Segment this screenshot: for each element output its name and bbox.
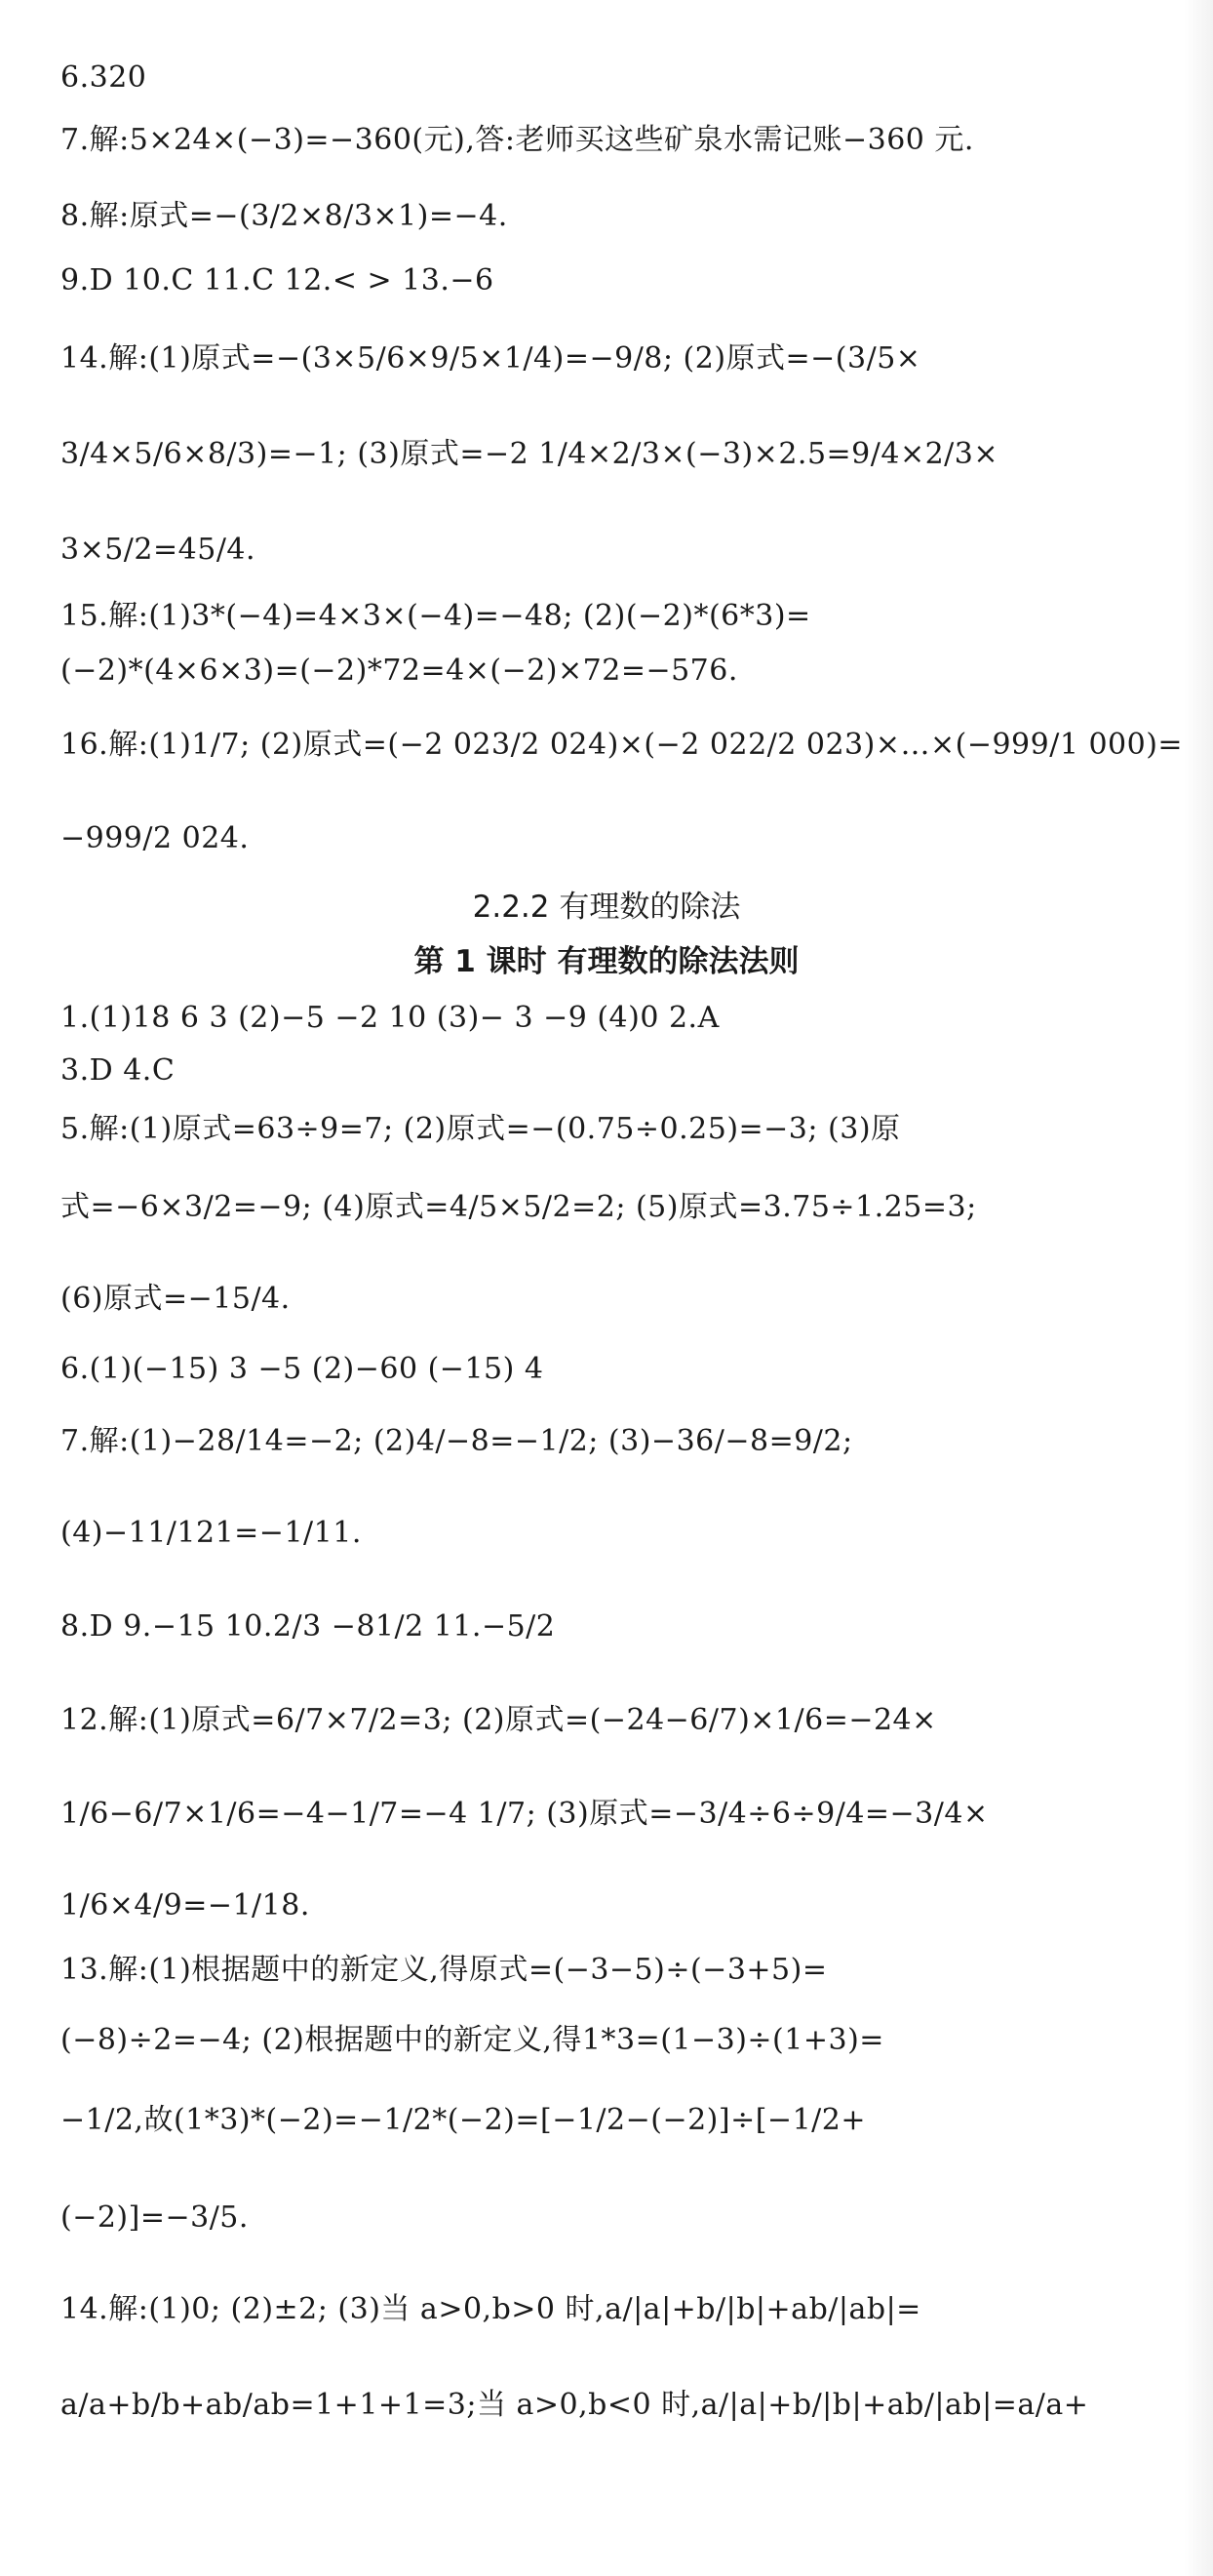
answer-line: (−2)]=−3/5. [60,2200,249,2235]
answer-line: a/a+b/b+ab/ab=1+1+1=3;当 a>0,b<0 时,a/|a|+b/|b|+ab/|ab|=a/a+ [60,2388,1089,2422]
answer-line: 5.解:(1)原式=63÷9=7; (2)原式=−(0.75÷0.25)=−3; (3)原 [60,1112,901,1146]
answer-line: (4)−11/121=−1/11. [60,1516,362,1550]
answer-line: 3/4×5/6×8/3)=−1; (3)原式=−2 1/4×2/3×(−3)×2.5=9/4×2/3× [60,437,999,471]
answer-line: 6.(1)(−15) 3 −5 (2)−60 (−15) 4 [60,1352,544,1386]
page-edge-shadow [1184,0,1213,2576]
answer-line: 9.D 10.C 11.C 12.< > 13.−6 [60,263,494,297]
answer-line: −999/2 024. [60,821,250,855]
answer-line: 3×5/2=45/4. [60,533,256,567]
answer-line: (6)原式=−15/4. [60,1282,291,1316]
answer-line: (−8)÷2=−4; (2)根据题中的新定义,得1*3=(1−3)÷(1+3)= [60,2023,884,2057]
answer-line: 14.解:(1)原式=−(3×5/6×9/5×1/4)=−9/8; (2)原式=−(3/5× [60,341,921,376]
answer-line: 1/6×4/9=−1/18. [60,1888,310,1922]
answer-line: 7.解:5×24×(−3)=−360(元),答:老师买这些矿泉水需记账−360 元. [60,123,974,157]
answer-line: 1/6−6/7×1/6=−4−1/7=−4 1/7; (3)原式=−3/4÷6÷9/4=−3/4× [60,1797,989,1831]
answer-line: 6.320 [60,60,147,95]
answer-line: −1/2,故(1*3)*(−2)=−1/2*(−2)=[−1/2−(−2)]÷[−1/2+ [60,2103,866,2137]
lesson-heading: 第 1 课时 有理数的除法法则 [413,944,800,979]
answer-line: 8.D 9.−15 10.2/3 −81/2 11.−5/2 [60,1609,556,1644]
answer-line: 14.解:(1)0; (2)±2; (3)当 a>0,b>0 时,a/|a|+b/|b|+ab/|ab|= [60,2292,921,2326]
answer-line: 16.解:(1)1/7; (2)原式=(−2 023/2 024)×(−2 022/2 023)×…×(−999/1 000)= [60,728,1184,762]
answer-line: 3.D 4.C [60,1053,176,1088]
answer-line: 15.解:(1)3*(−4)=4×3×(−4)=−48; (2)(−2)*(6*3)= [60,599,811,633]
answer-line: 式=−6×3/2=−9; (4)原式=4/5×5/2=2; (5)原式=3.75÷1.25=3; [60,1190,977,1224]
answer-line: 1.(1)18 6 3 (2)−5 −2 10 (3)− 3 −9 (4)0 2.A [60,1001,720,1035]
answer-line: 7.解:(1)−28/14=−2; (2)4/−8=−1/2; (3)−36/−8=9/2; [60,1424,853,1458]
answer-line: 12.解:(1)原式=6/7×7/2=3; (2)原式=(−24−6/7)×1/6=−24× [60,1703,937,1737]
answer-line: 8.解:原式=−(3/2×8/3×1)=−4. [60,199,508,233]
section-heading: 2.2.2 有理数的除法 [472,890,741,925]
answer-line: (−2)*(4×6×3)=(−2)*72=4×(−2)×72=−576. [60,654,738,688]
answer-line: 13.解:(1)根据题中的新定义,得原式=(−3−5)÷(−3+5)= [60,1953,828,1987]
